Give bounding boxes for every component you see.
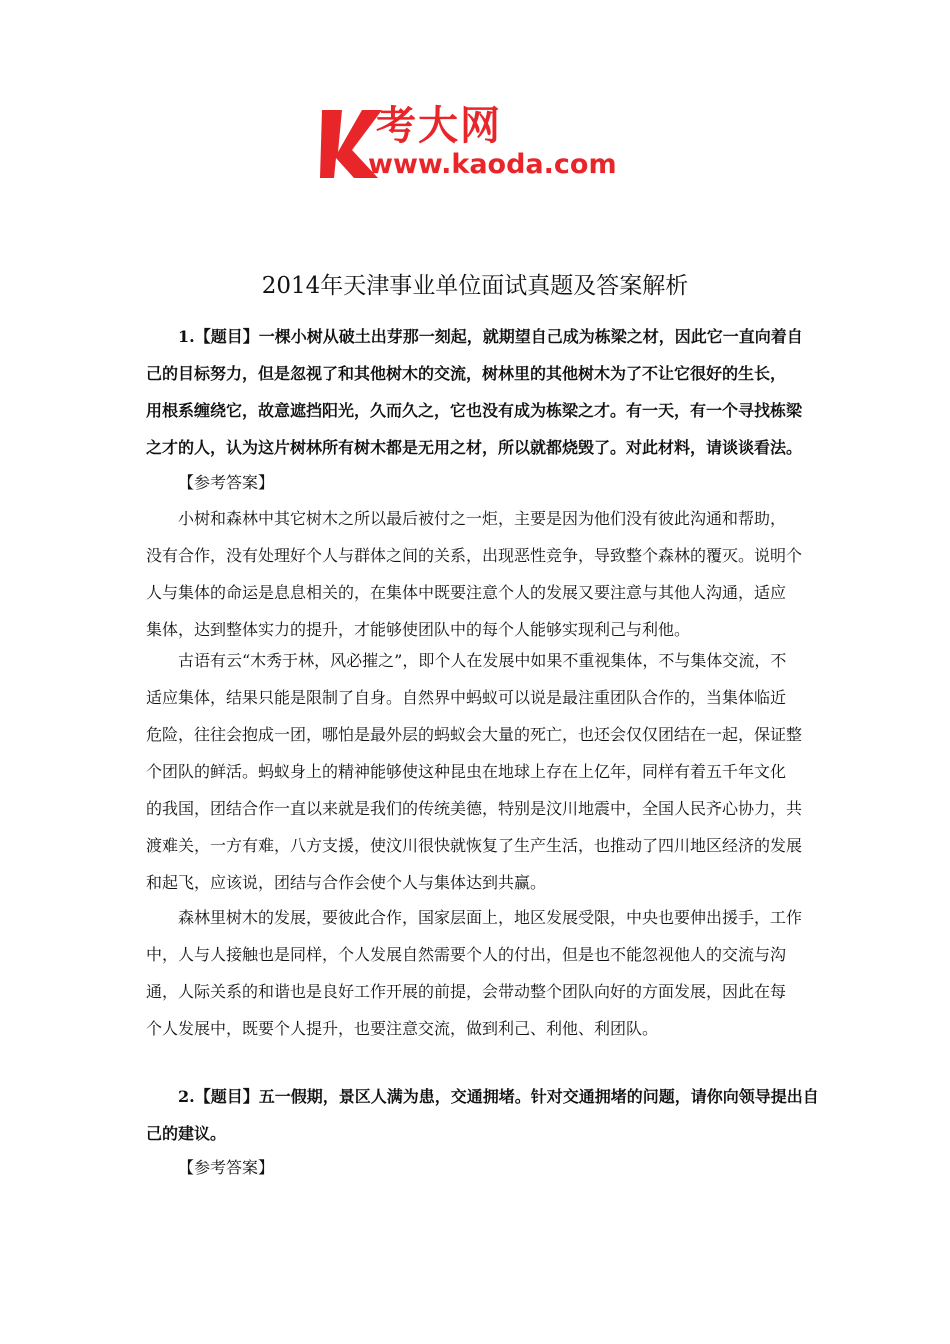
answer-line: 小树和森林中其它树木之所以最后被付之一炬，主要是因为他们没有彼此沟通和帮助，: [178, 509, 787, 528]
answer-1-paragraph-3: [146, 899, 806, 1047]
answer-1-paragraph-2: [146, 642, 806, 901]
answer-line: 危险，往往会抱成一团，哪怕是最外层的蚂蚁会大量的死亡，也还会仅仅团结在一起，保证整: [146, 725, 803, 744]
question-1-line: 1.【题目】一棵小树从破土出芽那一刻起，就期望自己成为栋梁之材，因此它一直向着自: [178, 327, 803, 346]
question-2-line: 2.【题目】五一假期，景区人满为患，交通拥堵。针对交通拥堵的问题，请你向领导提出自: [178, 1087, 819, 1106]
question-1-line: 用根系缠绕它，故意遮挡阳光，久而久之，它也没有成为栋梁之才。有一天，有一个寻找栋梁: [146, 401, 803, 420]
logo-url: www.kaoda.com: [368, 149, 617, 180]
kaoda-logo: [318, 103, 638, 186]
question-2: [146, 1078, 819, 1152]
question-1: [146, 318, 806, 466]
answer-line: 中，人与人接触也是同样，个人发展自然需要个人的付出，但是也不能忽视他人的交流与沟: [146, 945, 787, 964]
answer-1-paragraph-1: [146, 500, 806, 648]
answer-line: 通，人际关系的和谐也是良好工作开展的前提，会带动整个团队向好的方面发展，因此在每: [146, 982, 787, 1001]
answer-line: 森林里树木的发展，要彼此合作，国家层面上，地区发展受限，中央也要伸出援手，工作: [178, 908, 803, 927]
answer-line: 集体，达到整体实力的提升，才能够使团队中的每个人能够实现利己与利他。: [146, 620, 691, 639]
answer-line: 适应集体，结果只能是限制了自身。自然界中蚂蚁可以说是最注重团队合作的，当集体临近: [146, 688, 787, 707]
logo-brand-cn: 考大网: [376, 103, 502, 149]
answer-line: 和起飞，应该说，团结与合作会使个人与集体达到共赢。: [146, 873, 547, 892]
answer-line: 人与集体的命运是息息相关的，在集体中既要注意个人的发展又要注意与其他人沟通，适应: [146, 583, 787, 602]
answer-line: 的我国，团结合作一直以来就是我们的传统美德，特别是汶川地震中，全国人民齐心协力，共: [146, 799, 803, 818]
question-2-line: 己的建议。: [146, 1124, 227, 1143]
answer-line: 个人发展中，既要个人提升，也要注意交流，做到利己、利他、利团队。: [146, 1019, 659, 1038]
answer-line: 没有合作，没有处理好个人与群体之间的关系，出现恶性竞争，导致整个森林的覆灭。说明个: [146, 546, 803, 565]
page-title: 2014年天津事业单位面试真题及答案解析: [261, 273, 689, 299]
answer-line: 渡难关，一方有难，八方支援，使汶川很快就恢复了生产生活，也推动了四川地区经济的发展: [146, 836, 803, 855]
question-1-line: 之才的人，认为这片树林所有树木都是无用之材，所以就都烧毁了。对此材料，请谈谈看法。: [146, 438, 803, 457]
question-1-line: 己的目标努力，但是忽视了和其他树木的交流，树林里的其他树木为了不让它很好的生长，: [146, 364, 787, 383]
answer-line: 古语有云“木秀于林，风必摧之”，即个人在发展中如果不重视集体，不与集体交流，不: [178, 651, 787, 670]
answer-line: 个团队的鲜活。蚂蚁身上的精神能够使这种昆虫在地球上存在上亿年，同样有着五千年文化: [146, 762, 787, 781]
answer-label-1: 【参考答案】: [178, 473, 275, 492]
answer-label-2: 【参考答案】: [178, 1158, 275, 1177]
